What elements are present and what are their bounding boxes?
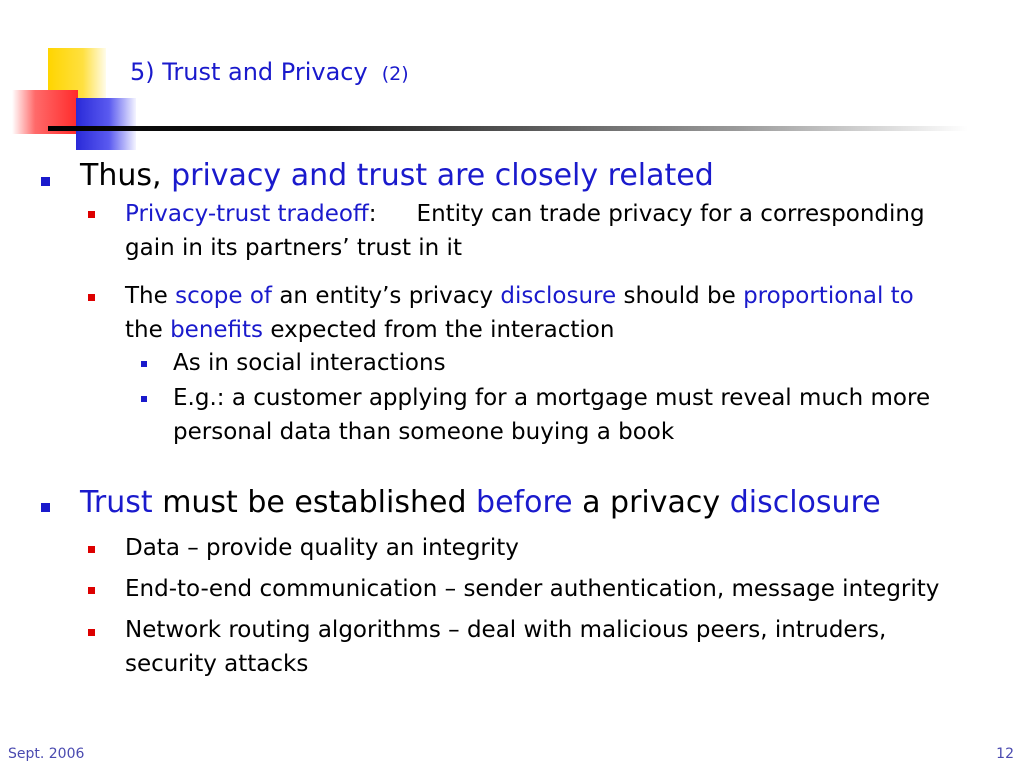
text-fragment: the xyxy=(125,317,171,343)
bullet-1-2-1: As in social interactions xyxy=(173,350,446,376)
bullet-2-3 xyxy=(125,613,1015,681)
text-fragment: must be established xyxy=(152,485,477,520)
bullet-marker xyxy=(141,361,147,367)
text-fragment: a privacy xyxy=(572,485,730,520)
highlight-disclosure: disclosure xyxy=(500,283,617,309)
highlight-benefits: benefits xyxy=(170,317,264,343)
bullet-marker xyxy=(141,396,147,402)
bullet-1-1-text: Entity can trade privacy for a corresponding xyxy=(416,201,925,227)
text-fragment: an entity’s privacy xyxy=(272,283,501,309)
bullet-1-text: Thus, xyxy=(80,158,172,193)
bullet-1-2-2-line1: E.g.: a customer applying for a mortgage must reveal much more xyxy=(173,385,931,411)
bullet-2-1: Data – provide quality an integrity xyxy=(125,535,519,561)
bullet-1-2-2 xyxy=(173,381,1013,449)
text-fragment: expected from the interaction xyxy=(263,317,615,343)
bullet-marker xyxy=(88,546,95,553)
term-privacy-trust-tradeoff: Privacy-trust tradeoff xyxy=(125,201,369,227)
bullet-2-2: End-to-end communication – sender authentication, message integrity xyxy=(125,576,940,602)
bullet-1-1-text-line2: gain in its partners’ trust in it xyxy=(125,235,462,261)
slide-title-main: 5) Trust and Privacy xyxy=(130,58,368,86)
bullet-marker xyxy=(88,629,95,636)
bullet-1-1 xyxy=(125,197,1015,265)
highlight-trust: Trust xyxy=(80,485,153,520)
highlight-proportional-to: proportional to xyxy=(743,283,914,309)
bullet-marker xyxy=(88,211,95,218)
text-fragment: The xyxy=(125,283,176,309)
bullet-2-3-line2: security attacks xyxy=(125,651,309,677)
bullet-1-2 xyxy=(125,279,1015,347)
bullet-marker xyxy=(88,587,95,594)
bullet-marker xyxy=(41,503,50,512)
colon: : xyxy=(368,201,377,227)
highlight-before: before xyxy=(476,485,573,520)
bullet-marker xyxy=(41,177,50,186)
slide-title xyxy=(130,58,409,86)
footer-page-number: 12 xyxy=(996,746,1014,762)
highlight-scope-of: scope of xyxy=(175,283,273,309)
slide-title-sub: (2) xyxy=(381,63,409,85)
highlight-disclosure: disclosure xyxy=(729,485,881,520)
bullet-2-3-line1: Network routing algorithms – deal with malicious peers, intruders, xyxy=(125,617,887,643)
logo-blue-square xyxy=(76,98,136,150)
bullet-2 xyxy=(80,485,881,521)
bullet-1-highlight: privacy and trust are closely related xyxy=(171,158,714,193)
footer-date: Sept. 2006 xyxy=(8,746,85,762)
title-underline xyxy=(48,126,968,131)
text-fragment: should be xyxy=(616,283,744,309)
bullet-1 xyxy=(80,158,714,194)
bullet-marker xyxy=(88,294,95,301)
bullet-1-2-2-line2: personal data than someone buying a book xyxy=(173,419,675,445)
